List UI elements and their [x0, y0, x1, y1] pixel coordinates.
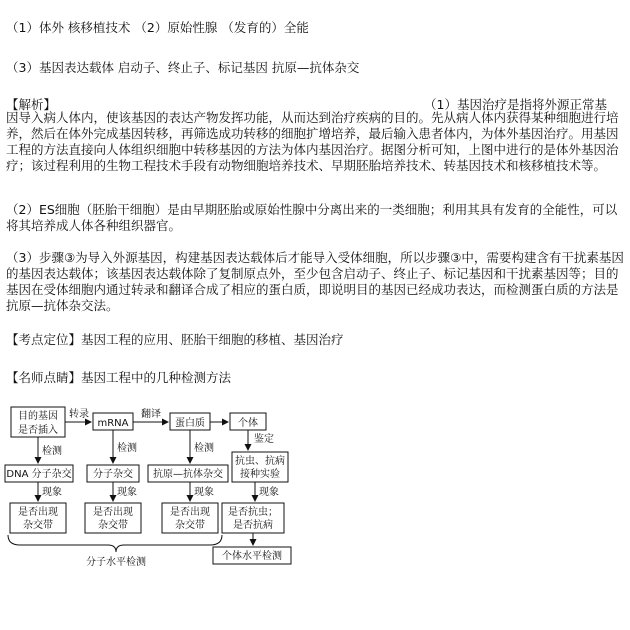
- answer-line-1: （1）体外 核移植技术 （2）原始性腺 （发育的）全能: [6, 20, 309, 35]
- result-4-line-1: 是否抗虫；: [228, 507, 278, 518]
- analysis-paragraph-2: （2）ES细胞（胚胎干细胞）是由早期胚胎或原始性腺中分离出来的一类细胞；利用其具有发育的全能性，可以将其培养成人体各种组织器官。: [6, 202, 618, 233]
- ag-ab-hybrid-label: 抗原—抗体杂交: [153, 469, 223, 480]
- translate-label: 翻译: [141, 409, 161, 420]
- target-gene-label-1: 目的基因: [18, 411, 58, 422]
- mingshi-line: 【名师点睛】基因工程中的几种检测方法: [6, 370, 232, 385]
- result-2-line-1: 是否出现: [93, 507, 133, 518]
- target-gene-label-2: 是否插入: [18, 425, 58, 436]
- analysis-heading: 【解析】: [6, 97, 57, 112]
- kaodian-line: 【考点定位】基因工程的应用、胚胎干细胞的移植、基因治疗: [6, 332, 344, 347]
- dna-hybrid-label: DNA 分子杂交: [6, 469, 72, 480]
- resistance-label-1: 抗虫、抗病: [235, 456, 285, 467]
- detection-methods-diagram: [0, 395, 630, 630]
- transcribe-label: 转录: [69, 409, 89, 420]
- result-1-line-2: 杂交带: [23, 520, 53, 531]
- protein-label: 蛋白质: [175, 418, 205, 429]
- analysis-paragraph-1: 因导入病人体内，使该基因的表达产物发挥功能，从而达到治疗疾病的目的。先从病人体内获得某种细胞进行培养，然后在体外完成基因转移，再筛选成功转移的细胞扩增培养，最后输入患者体内，为体外基因治疗。用基因工程的方法直接向人体组织细胞中转移基因的方法为体内基因治疗。据图分析可知，上图中进行的是体外基因治疗；该过程利用的生物工程技术手段有动物细胞培养技术、早期胚胎培养技术、转基因技术和核移植技术等。: [6, 110, 619, 173]
- result-3-line-2: 杂交带: [175, 520, 205, 531]
- identify-label: 鉴定: [254, 434, 274, 445]
- individual-label: 个体: [238, 418, 258, 429]
- individual-level-label: 个体水平检测: [222, 551, 282, 562]
- phenomenon-label-4: 现象: [259, 487, 279, 498]
- phenomenon-label-1: 现象: [42, 487, 62, 498]
- mol-hybrid-label: 分子杂交: [93, 469, 133, 480]
- resistance-label-2: 接种实验: [240, 469, 280, 480]
- analysis-paragraph-3: （3）步骤③为导入外源基因，构建基因表达载体后才能导入受体细胞，所以步骤③中，需要构建含有干扰素基因的基因表达载体；该基因表达载体除了复制原点外，至少包含启动子、终止子、标记基因和干扰素基因等；目的基因在受体细胞内通过转录和翻译合成了相应的蛋白质，即说明目的基因已经成功表达，而检测蛋白质的方法是抗原—抗体杂交法。: [6, 250, 624, 313]
- molecular-level-label: 分子水平检测: [86, 557, 146, 568]
- result-1-line-1: 是否出现: [18, 507, 58, 518]
- detect-label-1: 检测: [42, 446, 62, 457]
- result-4-line-2: 是否抗病: [233, 520, 273, 531]
- result-3-line-1: 是否出现: [170, 507, 210, 518]
- detect-label-3: 检测: [194, 443, 214, 454]
- answer-line-2: （3）基因表达载体 启动子、终止子、标记基因 抗原—抗体杂交: [6, 60, 360, 75]
- phenomenon-label-3: 现象: [194, 487, 214, 498]
- detect-label-2: 检测: [117, 443, 137, 454]
- result-2-line-2: 杂交带: [98, 520, 128, 531]
- molecular-level-brace: [8, 535, 222, 552]
- analysis-p1-lead: （1）基因治疗是指将外源正常基: [424, 97, 607, 112]
- phenomenon-label-2: 现象: [117, 487, 137, 498]
- mrna-label: mRNA: [97, 418, 129, 429]
